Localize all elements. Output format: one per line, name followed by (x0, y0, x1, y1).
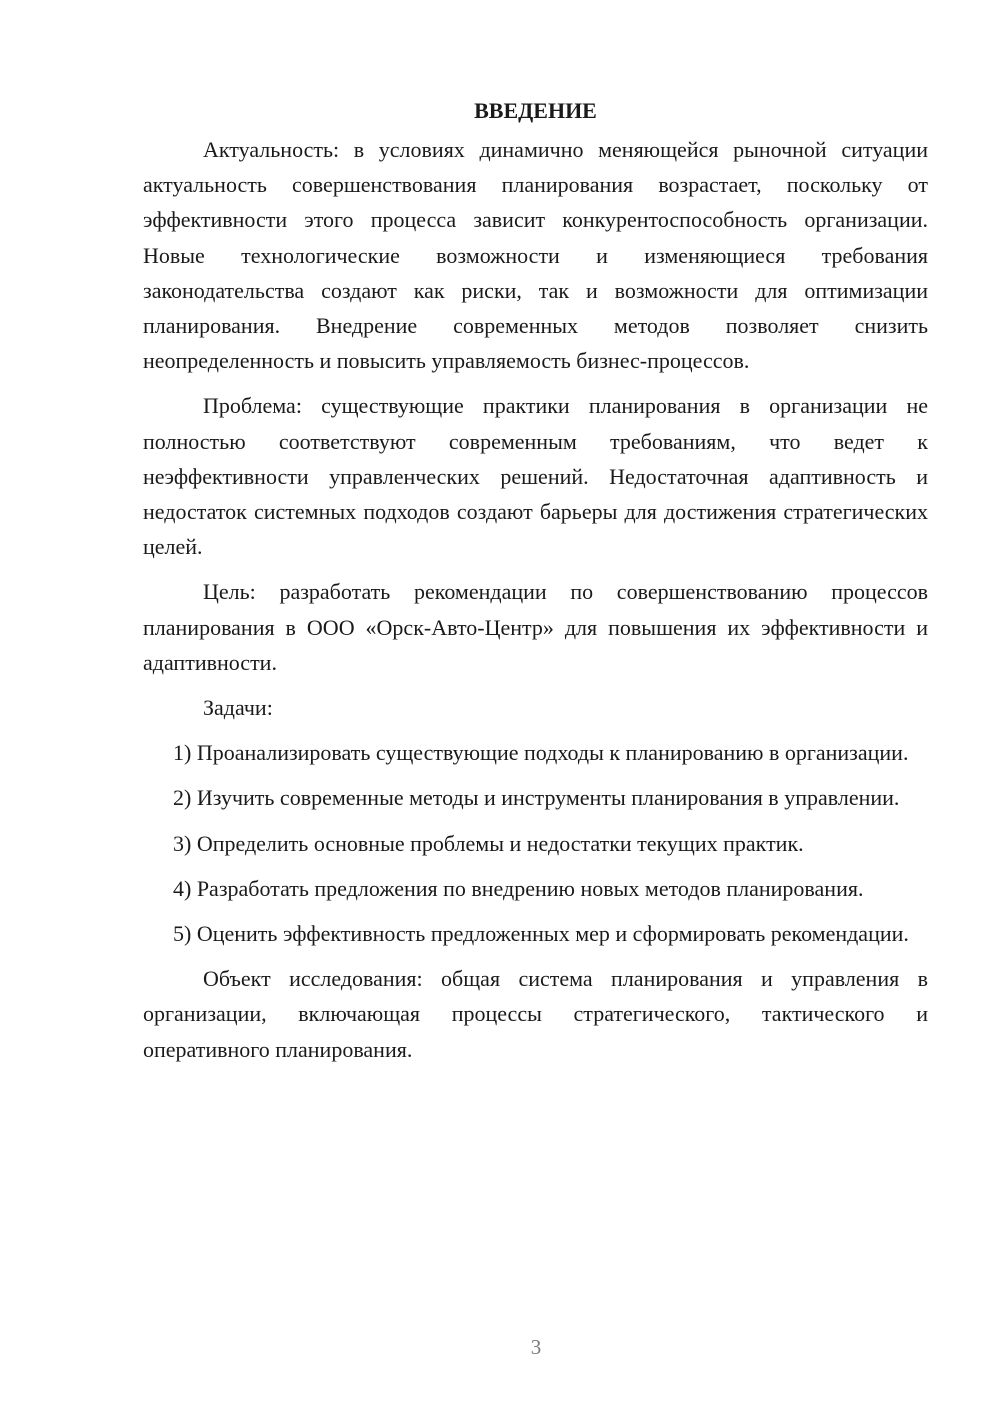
problem-paragraph: Проблема: существующие практики планирования в организации не полностью соответствуют современным требованиям, что ведет к неэффективности управленческих решений. Недостаточная адаптивность и недостаток системных подходов создают барьеры для достижения стратегических целей. (143, 393, 928, 560)
task-item-4: 4) Разработать предложения по внедрению новых методов планирования. (173, 875, 864, 901)
document-page (143, 96, 928, 1077)
relevance-paragraph: Актуальность: в условиях динамично меняющейся рыночной ситуации актуальность совершенствования планирования возрастает, поскольку от эффективности этого процесса зависит конкурентоспособность организации. Новые технологические возможности и изменяющиеся требования законодательства создают как риски, так и возможности для оптимизации планирования. Внедрение современных методов позволяет снизить неопределенность и повысить управляемость бизнес-процессов. (143, 137, 928, 374)
goal-paragraph: Цель: разработать рекомендации по совершенствованию процессов планирования в ООО «Орск-Авто-Центр» для повышения их эффективности и адаптивности. (143, 579, 928, 675)
task-item-5: 5) Оценить эффективность предложенных мер и сформировать рекомендации. (173, 921, 909, 947)
section-heading: ВВЕДЕНИЕ (474, 98, 597, 123)
task-item-1: 1) Проанализировать существующие подходы к планированию в организации. (173, 740, 909, 766)
task-item-3: 3) Определить основные проблемы и недостатки текущих практик. (173, 830, 804, 856)
tasks-label: Задачи: (203, 695, 273, 721)
page-number: 3 (530, 1335, 542, 1359)
object-paragraph: Объект исследования: общая система планирования и управления в организации, включающая процессы стратегического, тактического и оперативного планирования. (143, 966, 928, 1062)
task-item-2: 2) Изучить современные методы и инструменты планирования в управлении. (173, 785, 900, 811)
